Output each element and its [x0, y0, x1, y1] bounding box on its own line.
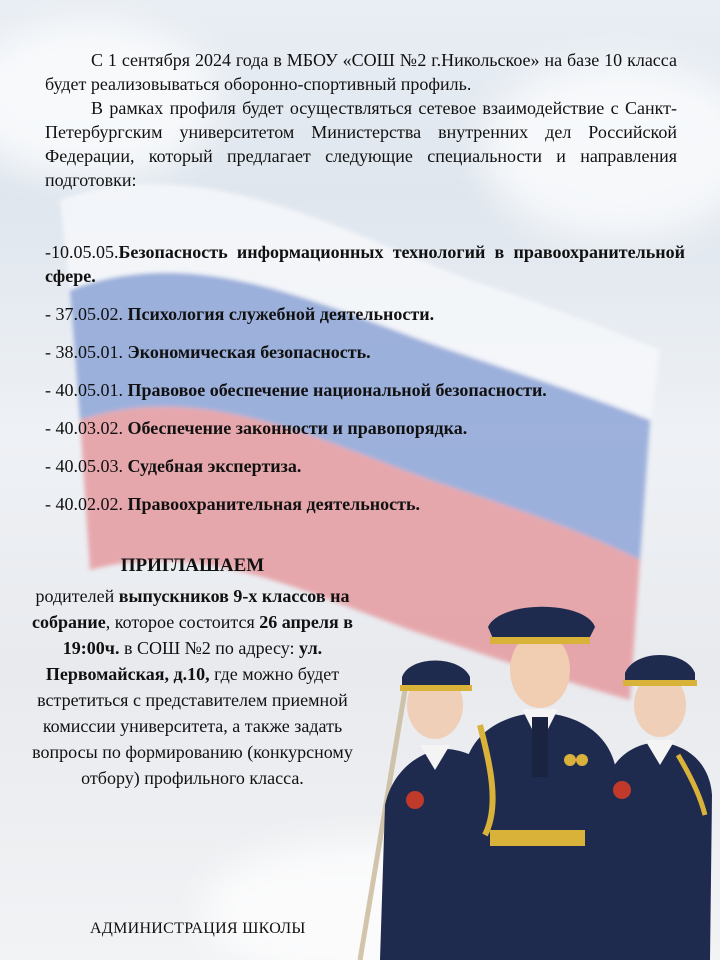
police-cadets-photo [360, 585, 720, 960]
specialty-item: -10.05.05.Безопасность информационных технологий в правоохранительной сфере. [45, 242, 685, 286]
specialty-item: - 38.05.01. Экономическая безопасность. [45, 342, 371, 362]
specialty-item: - 40.05.03. Судебная экспертиза. [45, 456, 302, 476]
invitation-text: родителей выпускников 9-х классов на собрание, которое состоится 26 апреля в 19:00ч. в СОШ №2 по адресу: ул. Первомайская, д.10, где можно будет встретиться с представителем приемной комиссии университета, а также задать вопросы по формированию (конкурсному отбору) профильного класса. [32, 586, 353, 788]
specialties-list [45, 240, 685, 530]
administration-signature: АДМИНИСТРАЦИЯ ШКОЛЫ [90, 920, 306, 937]
specialty-item: - 40.05.01. Правовое обеспечение национальной безопасности. [45, 380, 547, 400]
cadet-center [460, 607, 618, 960]
intro-text [45, 48, 677, 192]
specialty-item: - 37.05.02. Психология служебной деятельности. [45, 304, 435, 324]
intro-paragraph-1: С 1 сентября 2024 года в МБОУ «СОШ №2 г.Никольское» на базе 10 класса будет реализовываться оборонно-спортивный профиль. [45, 50, 677, 94]
cadet-right [600, 655, 712, 960]
specialty-item: - 40.03.02. Обеспечение законности и правопорядка. [45, 418, 468, 438]
specialty-item: - 40.02.02. Правоохранительная деятельность. [45, 494, 420, 514]
intro-paragraph-2: В рамках профиля будет осуществляться сетевое взаимодействие с Санкт-Петербургским университетом Министерства внутренних дел Российской Федерации, который предлагает следующие специальности и направления подготовки: [45, 98, 677, 190]
invitation-block [30, 553, 355, 791]
invitation-title: ПРИГЛАШАЕМ [120, 555, 265, 576]
